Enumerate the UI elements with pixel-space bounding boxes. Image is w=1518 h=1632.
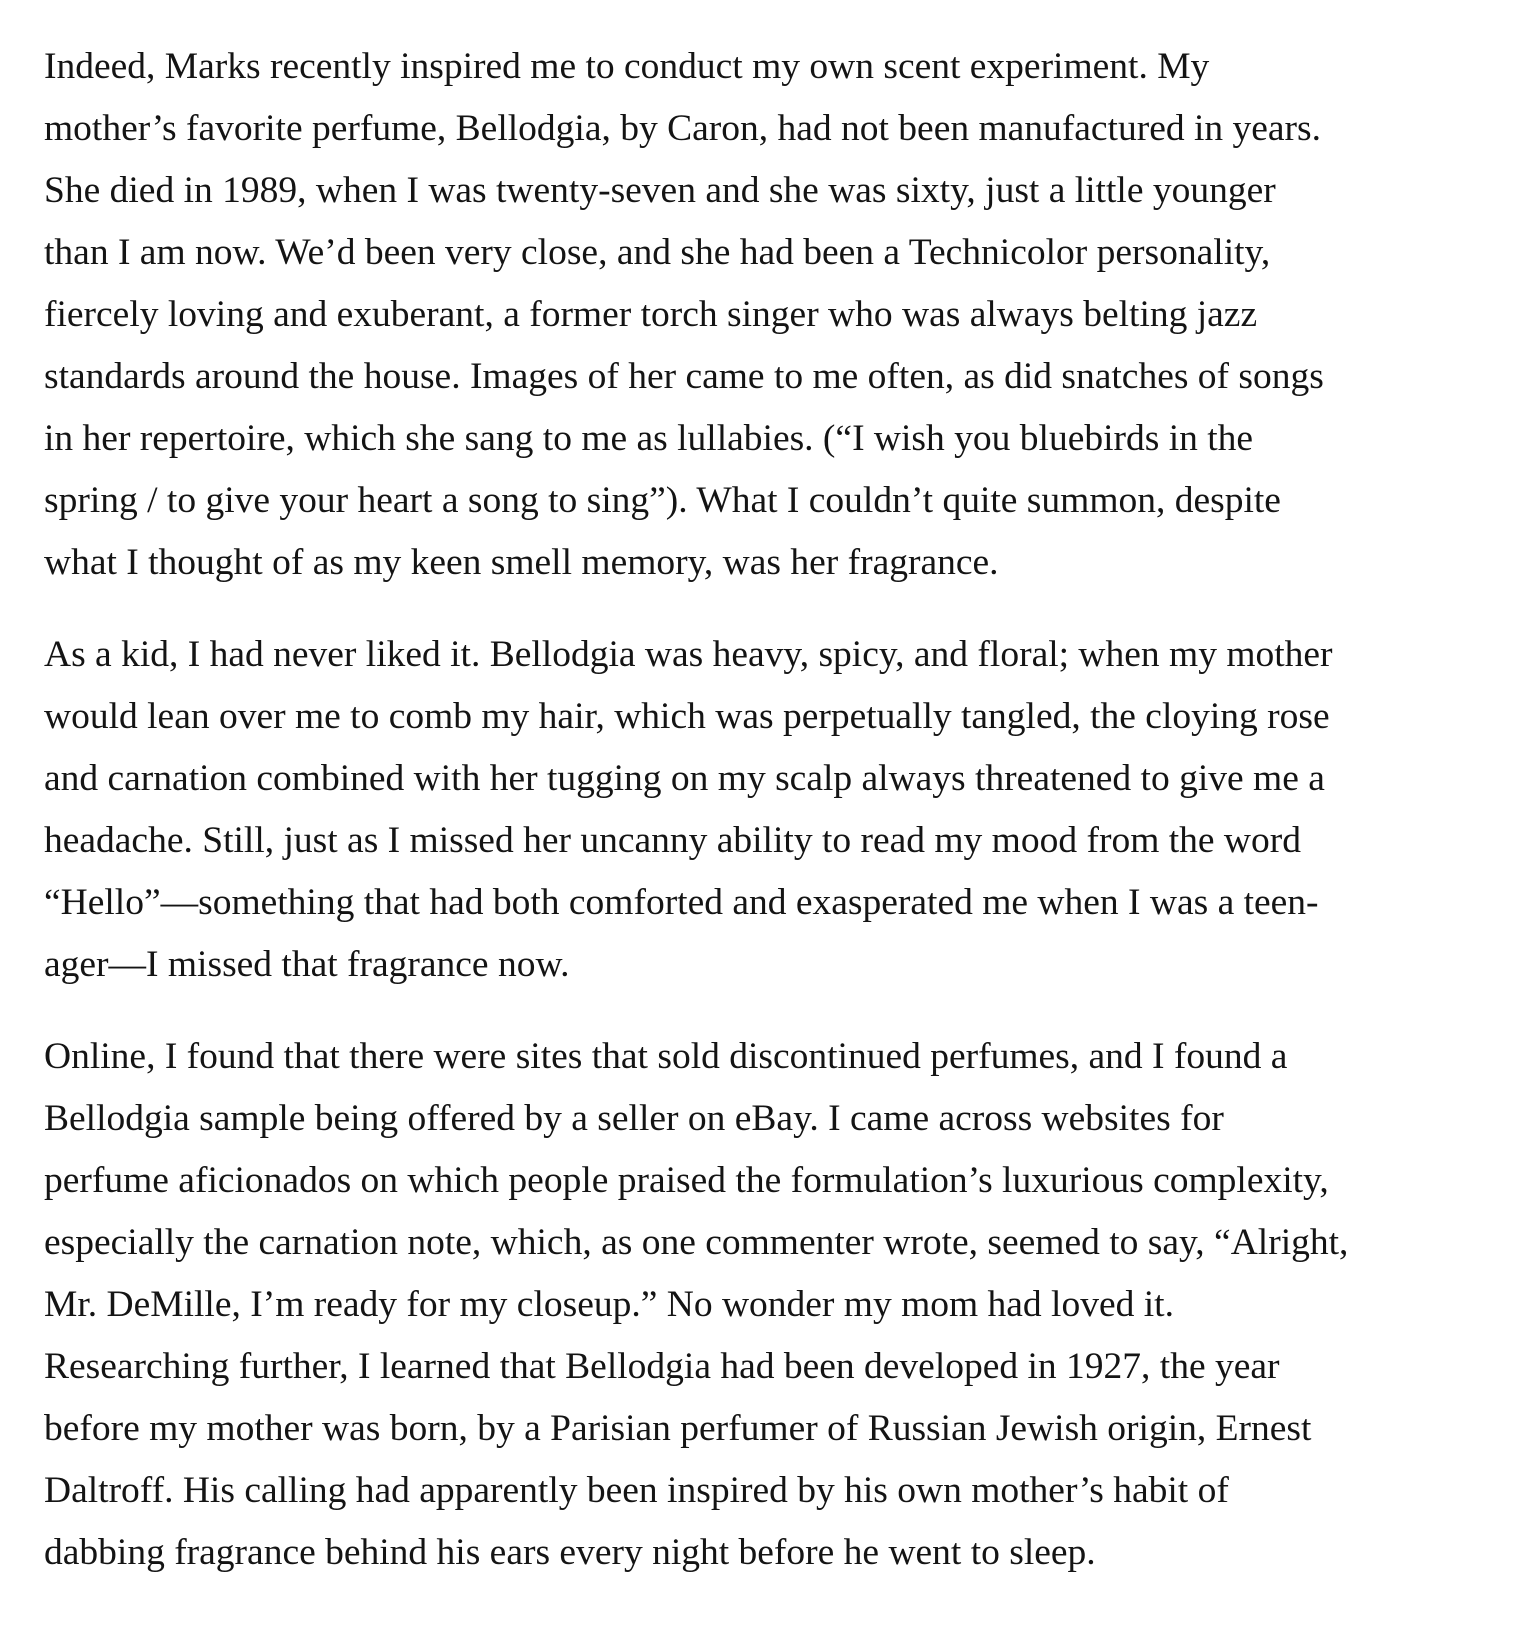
text-line: fiercely loving and exuberant, a former torch singer who was always belting jazz bbox=[44, 294, 1258, 335]
text-line: Indeed, Marks recently inspired me to conduct my own scent experiment. My bbox=[44, 46, 1210, 87]
text-line: perfume aficionados on which people praised the formulation’s luxurious complexity, bbox=[44, 1160, 1329, 1201]
text-line: She died in 1989, when I was twenty-seven and she was sixty, just a little younger bbox=[44, 170, 1276, 211]
paragraph-1 bbox=[44, 36, 1478, 594]
text-line: spring / to give your heart a song to sing”). What I couldn’t quite summon, despite bbox=[44, 480, 1281, 521]
text-line: in her repertoire, which she sang to me as lullabies. (“I wish you bluebirds in the bbox=[44, 418, 1254, 459]
text-line: Online, I found that there were sites that sold discontinued perfumes, and I found a bbox=[44, 1036, 1288, 1077]
text-line: Mr. DeMille, I’m ready for my closeup.” No wonder my mom had loved it. bbox=[44, 1284, 1174, 1325]
text-line: before my mother was born, by a Parisian perfumer of Russian Jewish origin, Ernest bbox=[44, 1408, 1312, 1449]
text-line: As a kid, I had never liked it. Bellodgia was heavy, spicy, and floral; when my mother bbox=[44, 634, 1333, 675]
text-line: Daltroff. His calling had apparently been inspired by his own mother’s habit of bbox=[44, 1470, 1229, 1511]
text-line: Bellodgia sample being offered by a seller on eBay. I came across websites for bbox=[44, 1098, 1224, 1139]
text-line: than I am now. We’d been very close, and she had been a Technicolor personality, bbox=[44, 232, 1271, 273]
paragraph-2 bbox=[44, 624, 1478, 996]
text-line: mother’s favorite perfume, Bellodgia, by Caron, had not been manufactured in years. bbox=[44, 108, 1322, 149]
text-line: ager—I missed that fragrance now. bbox=[44, 944, 570, 985]
text-line: and carnation combined with her tugging on my scalp always threatened to give me a bbox=[44, 758, 1325, 799]
text-line: especially the carnation note, which, as one commenter wrote, seemed to say, “Alright, bbox=[44, 1222, 1349, 1263]
text-line: what I thought of as my keen smell memory, was her fragrance. bbox=[44, 542, 999, 583]
text-line: headache. Still, just as I missed her uncanny ability to read my mood from the word bbox=[44, 820, 1302, 861]
text-line: Researching further, I learned that Bellodgia had been developed in 1927, the year bbox=[44, 1346, 1280, 1387]
text-line: dabbing fragrance behind his ears every night before he went to sleep. bbox=[44, 1532, 1096, 1573]
text-line: would lean over me to comb my hair, which was perpetually tangled, the cloying rose bbox=[44, 696, 1330, 737]
paragraph-3 bbox=[44, 1026, 1478, 1584]
text-line: standards around the house. Images of her came to me often, as did snatches of songs bbox=[44, 356, 1324, 397]
text-line: “Hello”—something that had both comforted and exasperated me when I was a teen- bbox=[44, 882, 1319, 923]
